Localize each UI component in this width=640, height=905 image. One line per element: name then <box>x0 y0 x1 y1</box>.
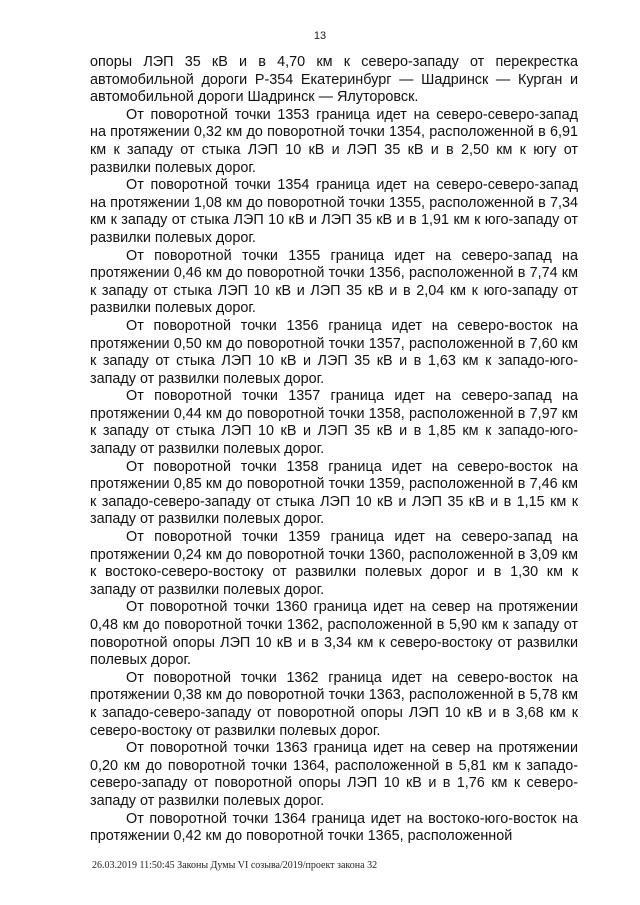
paragraph: От поворотной точки 1353 граница идет на северо-северо-запад на протяжении 0,32 км до поворотной точки 1354, расположенной в 6,91 км к западу от стыка ЛЭП 10 кВ и ЛЭП 35 кВ и в 2,50 км к югу от развилки полевых дорог. <box>90 106 578 176</box>
paragraph: От поворотной точки 1362 граница идет на северо-восток на протяжении 0,38 км до поворотной точки 1363, расположенной в 5,78 км к западо-северо-западу от поворотной опоры ЛЭП 10 кВ и в 3,68 км к северо-востоку от развилки полевых дорог. <box>90 669 578 739</box>
paragraph: От поворотной точки 1356 граница идет на северо-восток на протяжении 0,50 км до поворотной точки 1357, расположенной в 7,60 км к западу от стыка ЛЭП 10 кВ и ЛЭП 35 кВ и в 1,63 км к западо-юго-западу от развилки полевых дорог. <box>90 317 578 387</box>
paragraph: От поворотной точки 1364 граница идет на востоко-юго-восток на протяжении 0,42 км до поворотной точки 1365, расположенной <box>90 810 578 845</box>
page-number: 13 <box>313 30 327 42</box>
paragraph: От поворотной точки 1363 граница идет на север на протяжении 0,20 км до поворотной точки 1364, расположенной в 5,81 км к западо-северо-западу от поворотной опоры ЛЭП 10 кВ и в 1,76 км к северо-западу от развилки полевых дорог. <box>90 740 578 809</box>
paragraph: От поворотной точки 1358 граница идет на северо-восток на протяжении 0,85 км до поворотной точки 1359, расположенной в 7,46 км к западо-северо-западу от стыка ЛЭП 10 кВ и ЛЭП 35 кВ и в 1,15 км к западу от развилки полевых дорог. <box>90 458 578 528</box>
paragraph: От поворотной точки 1355 граница идет на северо-запад на протяжении 0,46 км до поворотной точки 1356, расположенной в 7,74 км к западу от стыка ЛЭП 10 кВ и ЛЭП 35 кВ и в 2,04 км к юго-западу от развилки полевых дорог. <box>90 247 578 317</box>
body-text <box>90 54 578 846</box>
paragraph: От поворотной точки 1354 граница идет на северо-северо-запад на протяжении 1,08 км до поворотной точки 1355, расположенной в 7,34 км к западу от стыка ЛЭП 10 кВ и ЛЭП 35 кВ и в 1,91 км к юго-западу от развилки полевых дорог. <box>90 177 578 246</box>
paragraph: опоры ЛЭП 35 кВ и в 4,70 км к северо-западу от перекрестка автомобильной дороги Р-354 Екатеринбург — Шадринск — Курган и автомобильной дороги Шадринск — Ялуторовск. <box>90 54 578 106</box>
paragraph: От поворотной точки 1359 граница идет на северо-запад на протяжении 0,24 км до поворотной точки 1360, расположенной в 3,09 км к востоко-северо-востоку от развилки полевых дорог и в 1,30 км к западу от развилки полевых дорог. <box>90 529 578 598</box>
paragraph: От поворотной точки 1357 граница идет на северо-запад на протяжении 0,44 км до поворотной точки 1358, расположенной в 7,97 км к западу от стыка ЛЭП 10 кВ и ЛЭП 35 кВ и в 1,85 км к западо-юго-западу от развилки полевых дорог. <box>90 388 578 458</box>
paragraph: От поворотной точки 1360 граница идет на север на протяжении 0,48 км до поворотной точки 1362, расположенной в 5,90 км к западу от поворотной опоры ЛЭП 10 кВ и в 3,34 км к северо-востоку от развилки полевых дорог. <box>90 599 578 669</box>
document-footer: 26.03.2019 11:50:45 Законы Думы VI созыва/2019/проект закона 32 <box>92 860 378 871</box>
